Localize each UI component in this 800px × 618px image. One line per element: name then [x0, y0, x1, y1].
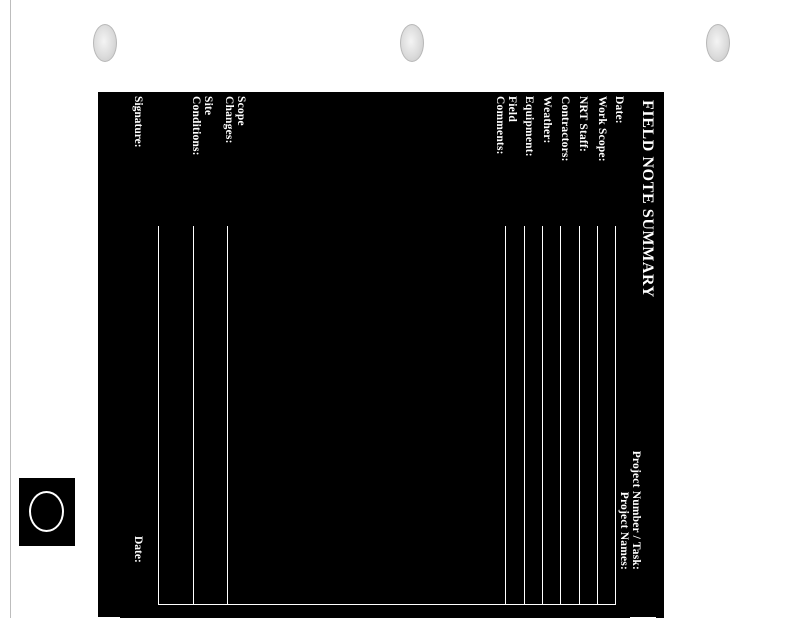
scan-mark-circle [29, 491, 64, 532]
nrt-staff-label: NRT Staff: [577, 96, 589, 153]
weather-field-line [542, 226, 543, 604]
page-number: 1 of 2 [98, 435, 110, 461]
signature-date-label: Date: [132, 536, 144, 563]
scope-changes-label-line1: Scope [235, 96, 247, 126]
scope-changes-line [227, 226, 228, 604]
field-comments-top-line [505, 226, 506, 604]
equipment-field-line [524, 226, 525, 604]
contractors-field-line [560, 226, 561, 604]
field-comments-label-line1: Field [506, 96, 518, 122]
form-title: FIELD NOTE SUMMARY [639, 100, 656, 298]
project-number-label: Project Number / Task: [630, 450, 642, 570]
weather-label: Weather: [541, 96, 553, 144]
field-comments-label-line2: Comments: [494, 96, 506, 155]
work-scope-field-line [597, 226, 598, 604]
scope-changes-label-line2: Changes: [223, 96, 235, 144]
binder-hole-right [706, 24, 730, 62]
site-conditions-label-line1: Site [202, 96, 214, 116]
form-right-border [158, 604, 616, 605]
field-note-form [98, 92, 664, 618]
margin-rule [10, 0, 11, 618]
form-bottom-line [158, 226, 159, 604]
signer-name: John P. Swanson [96, 213, 108, 293]
contractors-label: Contractors: [559, 96, 571, 162]
equipment-label: Equipment: [523, 96, 535, 157]
form-content [98, 92, 664, 618]
binder-hole-left [93, 24, 117, 62]
site-conditions-label-line2: Conditions: [190, 96, 202, 156]
site-conditions-line [193, 226, 194, 604]
date-label: Date: [613, 96, 625, 124]
project-names-label: Project Names: [618, 491, 630, 570]
binder-hole-center [400, 24, 424, 62]
signature-label: Signature: [132, 96, 144, 148]
work-scope-label: Work Scope: [596, 96, 608, 162]
date-field-line [615, 226, 616, 604]
scan-mark [19, 478, 75, 546]
nrt-staff-field-line [579, 226, 580, 604]
